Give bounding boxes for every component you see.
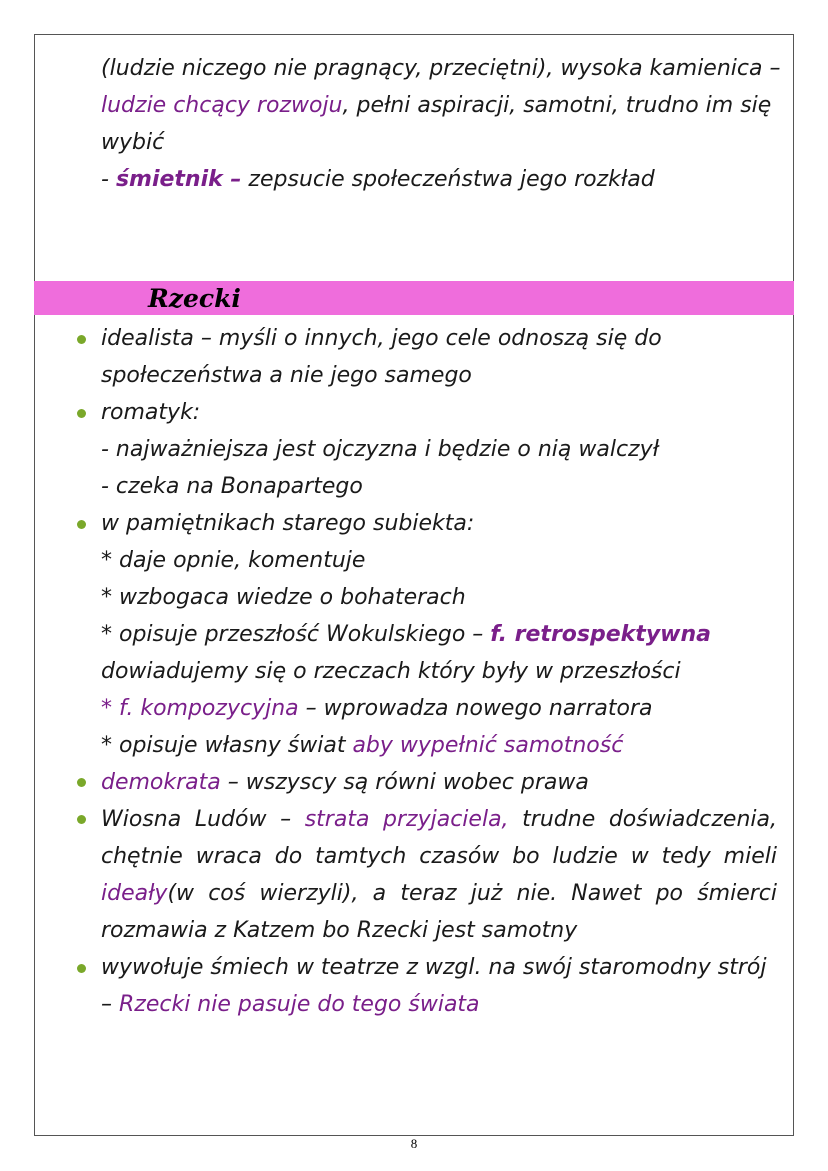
- list-item: demokrata – wszyscy są równi wobec prawa: [101, 770, 589, 795]
- bullet-icon: [77, 335, 86, 344]
- text-line: - śmietnik – zepsucie społeczeństwa jego rozkład: [101, 167, 655, 192]
- list-item: romatyk:: [101, 400, 201, 425]
- text-line: (ludzie niczego nie pragnący, przeciętni), wysoka kamienica –: [101, 56, 781, 81]
- keyword-smietnik: śmietnik –: [115, 167, 242, 192]
- text-line: ludzie chcący rozwoju, pełni aspiracji, samotni, trudno im się: [101, 93, 772, 118]
- bullet-icon: [77, 815, 86, 824]
- list-subitem: * wzbogaca wiedze o bohaterach: [101, 585, 466, 610]
- page-number: 8: [410, 1136, 418, 1151]
- section-title: Rzecki: [148, 284, 241, 313]
- bullet-icon: [77, 778, 86, 787]
- list-item: idealista – myśli o innych, jego cele odnoszą się do: [101, 326, 662, 351]
- list-item-cont: chętnie wraca do tamtych czasów bo ludzie w tedy mieli: [101, 844, 777, 869]
- bullet-icon: [77, 964, 86, 973]
- list-subitem: - najważniejsza jest ojczyzna i będzie o nią walczył: [101, 437, 659, 462]
- list-item: wywołuje śmiech w teatrze z wzgl. na swój staromodny strój: [101, 955, 767, 980]
- list-item-cont: – Rzecki nie pasuje do tego świata: [101, 992, 480, 1017]
- highlight-text: ludzie chcący rozwoju: [101, 93, 343, 118]
- bullet-icon: [77, 409, 86, 418]
- keyword-retrospektywna: f. retrospektywna: [490, 622, 712, 647]
- list-subitem: * opisuje przeszłość Wokulskiego – f. retrospektywna: [101, 622, 712, 647]
- list-item-cont: społeczeństwa a nie jego samego: [101, 363, 472, 388]
- list-subitem: * daje opnie, komentuje: [101, 548, 366, 573]
- list-item: w pamiętnikach starego subiekta:: [101, 511, 475, 536]
- list-item-cont: ideały(w coś wierzyli), a teraz już nie. Nawet po śmierci: [101, 881, 777, 906]
- list-subitem: * f. kompozycyjna – wprowadza nowego narratora: [101, 696, 653, 721]
- bullet-icon: [77, 520, 86, 529]
- list-item: Wiosna Ludów – strata przyjaciela, trudne doświadczenia,: [101, 807, 777, 832]
- text-line: wybić: [101, 130, 165, 155]
- list-item-cont: rozmawia z Katzem bo Rzecki jest samotny: [101, 918, 578, 943]
- list-subitem-cont: dowiadujemy się o rzeczach który były w przeszłości: [101, 659, 681, 684]
- list-subitem: * opisuje własny świat aby wypełnić samotność: [101, 733, 624, 758]
- list-subitem: - czeka na Bonapartego: [101, 474, 363, 499]
